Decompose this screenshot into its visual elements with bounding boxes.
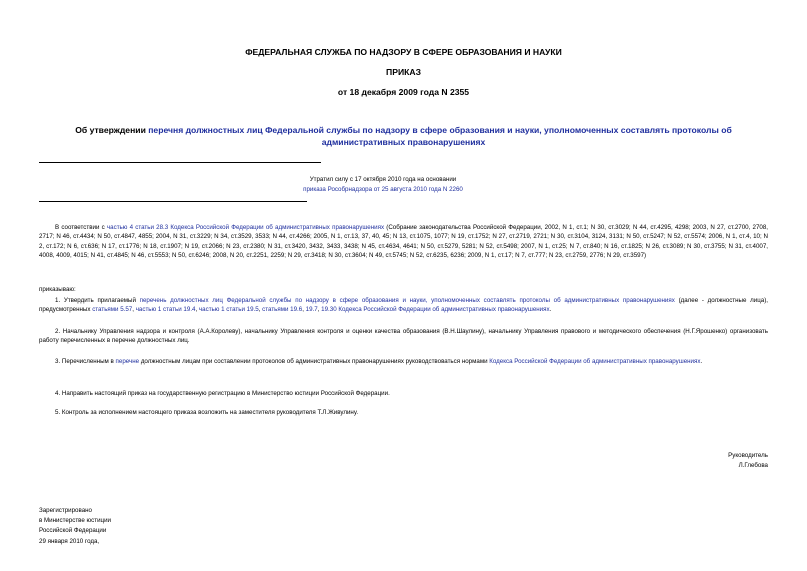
separator: , bbox=[195, 306, 199, 314]
article-19-4-link[interactable]: частью 1 статьи 19.4 bbox=[135, 306, 196, 314]
divider-bottom bbox=[39, 201, 307, 202]
preamble-text-1: В соответствии с bbox=[55, 224, 107, 231]
status-note bbox=[0, 175, 766, 194]
item5-text: 5. Контроль за исполнением настоящего приказа возложить на заместителя руководителя Т.Л.Живулину. bbox=[55, 409, 359, 416]
code-link[interactable]: Кодекса Российской Федерации об административных правонарушениях bbox=[489, 358, 701, 365]
article-19-5-link[interactable]: частью 1 статьи 19.5 bbox=[198, 306, 259, 314]
signer-title: Руководитель bbox=[728, 452, 768, 459]
list-link[interactable]: перечне bbox=[115, 358, 140, 365]
item3-text-1: 3. Перечисленным в bbox=[55, 358, 116, 365]
article-19-6-link[interactable]: статьями 19.6 bbox=[262, 306, 303, 314]
registration-block bbox=[39, 506, 111, 547]
registration-line-3: Российской Федерации bbox=[39, 527, 107, 535]
document-date-number: от 18 декабря 2009 года N 2355 bbox=[337, 87, 470, 97]
document-type: ПРИКАЗ bbox=[386, 67, 421, 77]
separator: , bbox=[258, 306, 263, 314]
separator: , bbox=[317, 306, 322, 314]
divider-top bbox=[39, 162, 321, 163]
subject-prefix: Об утверждении bbox=[75, 125, 149, 135]
signature-block bbox=[728, 451, 768, 471]
subject-list-link[interactable]: перечня должностных лиц Федеральной службы по надзору в сфере образования и науки, уполномоченных составлять протоколы об административных правонарушениях bbox=[148, 125, 732, 147]
item-2 bbox=[39, 327, 768, 346]
order-word: приказываю: bbox=[39, 286, 76, 293]
separator: , bbox=[302, 306, 306, 314]
registration-line-1: Зарегистрировано bbox=[39, 507, 92, 514]
separator: , bbox=[132, 306, 136, 314]
preamble-paragraph bbox=[39, 223, 768, 261]
repealing-order-link[interactable]: приказа Рособрнадзора от 25 августа 2010 года N 2260 bbox=[303, 185, 463, 193]
item-3 bbox=[39, 357, 768, 366]
item-5 bbox=[39, 408, 768, 417]
officials-list-link[interactable]: перечень должностных лиц Федеральной службы по надзору в сфере образования и науки, уполномоченных составлять протоколы об административных правонарушениях bbox=[139, 297, 675, 304]
item1-text-2: (далее - должностные лица), предусмотренных bbox=[39, 297, 768, 314]
item1-text-1: 1. Утвердить прилагаемый bbox=[55, 297, 140, 304]
registration-line-4: 29 января 2010 года, bbox=[39, 537, 100, 545]
item-1 bbox=[39, 296, 768, 315]
registration-line-2: в Министерстве юстиции bbox=[39, 517, 112, 525]
code-article-link[interactable]: частью 4 статьи 28.3 Кодекса Российской Федерации об административных правонарушениях bbox=[106, 224, 385, 231]
period: . bbox=[549, 306, 552, 314]
article-19-30-link[interactable]: 19.30 Кодекса Российской Федерации об административных правонарушениях bbox=[321, 306, 550, 314]
preamble-text-2: (Собрание законодательства Российской Федерации, 2002, N 1, ст.1; N 30, ст.3029; N 44, ст.4295, 4298; 2003, N 27, ст.2700, 2708, 2717; N 46, ст.4434; N 50, ст.4847, 4855; 2004, N 31, ст.3229; N 34, ст.3529, 3533; N 44, ст.4266; 2005, N 1, ст.13, 37, 40, 45; N 13, ст.1075, 1077; N 19, ст.1752; N 27, ст.2719, 2721; N 30, ст.3104, 3124, 3131; N 50, ст.5247; N 52, ст.5574; 2006, N 1, ст.4, 10; N 2, ст.172; N 6, ст.636; N 17, ст.1776; N 18, ст.1907; N 19, ст.2066; N 23, ст.2380; N 31, ст.3420, 3432, 3433, 3438; N 45, ст.4634, 4641; N 50, ст.5279, 5281; N 52, ст.5498; 2007, N 1, ст.25; N 7, ст.840; N 16, ст.1825; N 26, ст.3089; N 30, ст.3755; N 31, ст.4007, 4008, 4009, 4015; N 41, ст.4845; N 46, ст.5553; N 50, ст.6246; 2008, N 20, ст.2251, 2259; N 29, ст.3418; N 30, ст.3604; N 49, ст.5745; N 52, ст.6235, 6236; 2009, N 1, ст.17; N 7, ст.777; N 23, ст.2759, 2776; N 29, ст.3597) bbox=[39, 224, 768, 260]
agency-title: ФЕДЕРАЛЬНАЯ СЛУЖБА ПО НАДЗОРУ В СФЕРЕ ОБРАЗОВАНИЯ И НАУКИ bbox=[245, 47, 562, 57]
article-5-57-link[interactable]: статьями 5.57 bbox=[92, 306, 133, 314]
article-19-7-link[interactable]: 19.7 bbox=[305, 306, 318, 314]
period: . bbox=[700, 358, 703, 365]
item-4 bbox=[39, 389, 768, 398]
document-subject bbox=[40, 124, 767, 148]
item2-text: 2. Начальнику Управления надзора и контроля (А.А.Королеву), начальнику Управления контроля и оценки качества образования (В.Н.Шаулину), начальнику Управления правового и методического обеспечения (Н.Г.Ярошенко) организовать работу перечисленных в перечне должностных лиц. bbox=[39, 328, 768, 345]
preamble-block bbox=[39, 223, 768, 261]
signer-name: Л.Глебова bbox=[738, 462, 768, 469]
status-note-text: Утратил силу с 17 октября 2010 года на основании bbox=[309, 176, 457, 183]
item3-text-2: должностным лицам при составлении протоколов об административных правонарушениях руководствоваться нормами bbox=[139, 358, 490, 365]
item4-text: 4. Направить настоящий приказ на государственную регистрацию в Министерство юстиции Российской Федерации. bbox=[55, 390, 390, 397]
